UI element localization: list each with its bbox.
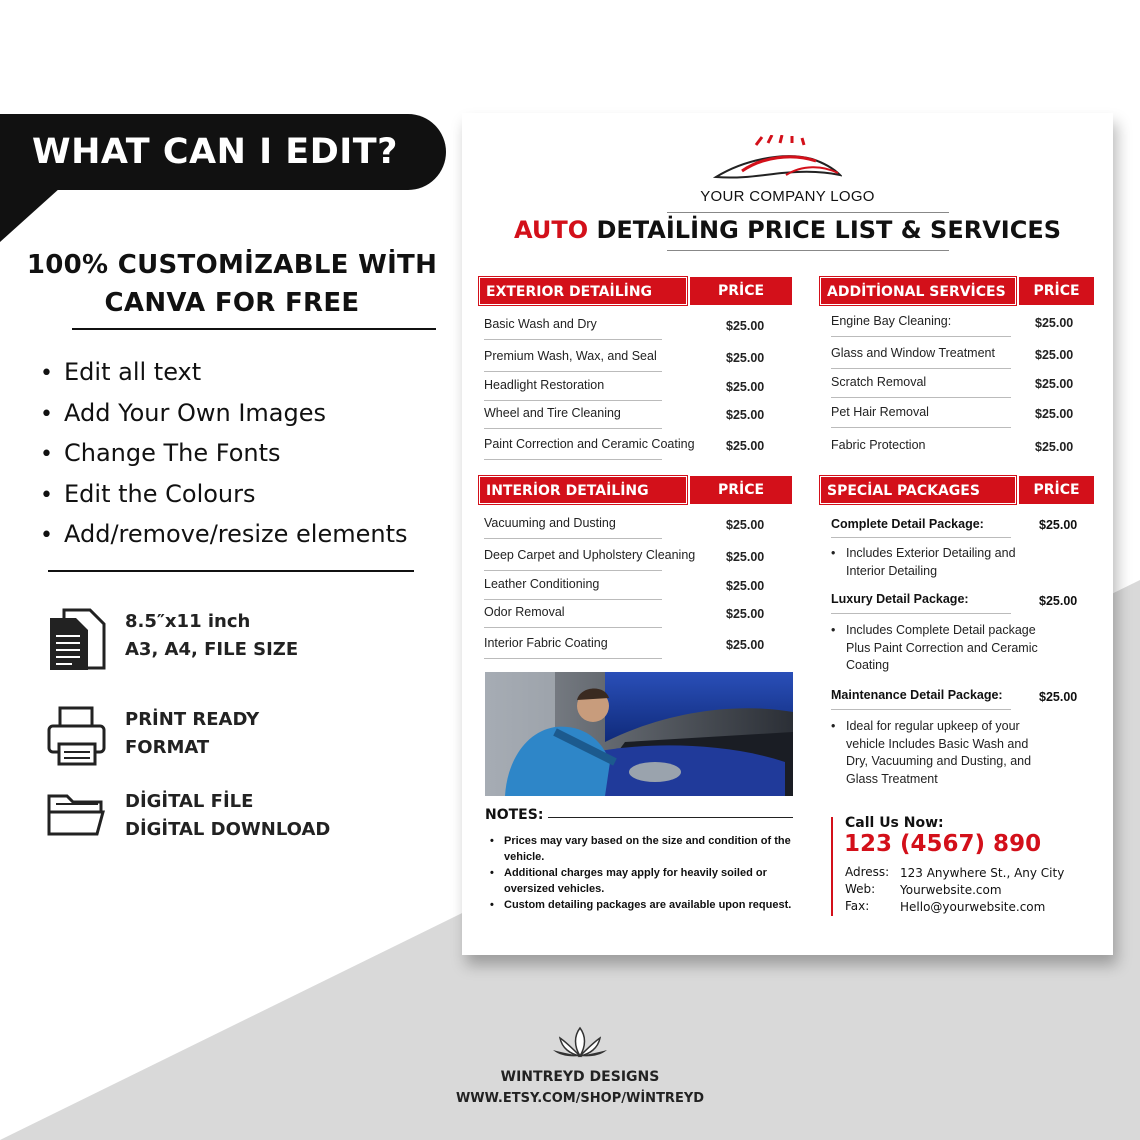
additional-header [820, 277, 1094, 305]
divider [667, 250, 949, 251]
item-price: $25.00 [1035, 377, 1074, 391]
item-price: $25.00 [1035, 316, 1074, 330]
notes-list [504, 833, 804, 913]
item-price: $25.00 [726, 550, 765, 564]
item-name: Basic Wash and Dry [484, 317, 597, 331]
contact-accent-bar [831, 817, 833, 916]
footer [440, 1026, 720, 1106]
item-name: Wheel and Tire Cleaning [484, 406, 621, 420]
info-line: PRİNT READY [125, 709, 260, 730]
item-price: $25.00 [1035, 348, 1074, 362]
customizable-heading [22, 246, 442, 322]
special-header [820, 476, 1094, 504]
item-name: Glass and Window Treatment [831, 346, 995, 360]
item-price: $25.00 [1035, 407, 1074, 421]
feature-item: • Edit the Colours [40, 476, 408, 517]
section-title: EXTERIOR DETAİLİNG [479, 277, 687, 305]
web-value[interactable]: Yourwebsite.com [900, 883, 1002, 897]
info-line: 8.5″x11 inch [125, 611, 251, 632]
item-price: $25.00 [726, 579, 765, 593]
item-price: $25.00 [726, 380, 765, 394]
interior-header [479, 476, 792, 504]
print-ready-text [125, 706, 259, 762]
divider [72, 328, 436, 330]
divider [48, 570, 414, 572]
divider [831, 613, 1011, 614]
package-price: $25.00 [1039, 594, 1078, 608]
print-ready-info [46, 706, 446, 776]
document-title [462, 216, 1113, 244]
car-logo-icon [712, 135, 842, 189]
call-label: Call Us Now: [845, 815, 944, 831]
banner-fold [0, 188, 60, 242]
title-rest: DETAİLİNG PRICE LIST & SERVICES [588, 216, 1061, 244]
brand-name: WINTREYD DESIGNS [500, 1069, 660, 1085]
item-name: Engine Bay Cleaning: [831, 314, 952, 328]
phone-number[interactable]: 123 (4567) 890 [844, 831, 1042, 857]
what-can-i-edit-banner: WHAT CAN I EDIT? [0, 114, 446, 190]
item-name: Interior Fabric Coating [484, 636, 608, 650]
company-logo-text: YOUR COMPANY LOGO [700, 188, 875, 205]
item-name: Headlight Restoration [484, 378, 605, 392]
feature-list [40, 354, 408, 557]
info-line: DİGİTAL DOWNLOAD [125, 819, 331, 840]
section-title: INTERİOR DETAİLİNG [479, 476, 687, 504]
feature-item: • Add/remove/resize elements [40, 516, 408, 557]
fax-value: Hello@yourwebsite.com [900, 900, 1046, 914]
item-price: $25.00 [726, 351, 765, 365]
customizable-line-1: 100% CUSTOMİZABLE WİTH [26, 250, 438, 280]
fax-label: Fax: [845, 899, 870, 913]
item-price: $25.00 [1035, 440, 1074, 454]
feature-item: • Edit all text [40, 354, 408, 395]
mechanic-photo [485, 672, 793, 796]
notes-title: NOTES: [485, 807, 544, 823]
documents-icon [46, 608, 108, 672]
package-price: $25.00 [1039, 690, 1078, 704]
package-name: Luxury Detail Package: [831, 592, 969, 606]
address-value: 123 Anywhere St., Any City [900, 866, 1065, 880]
note-item: • Additional charges may apply for heavily soiled or oversized vehicles. [504, 865, 804, 897]
package-name: Complete Detail Package: [831, 517, 984, 531]
digital-file-info [46, 788, 446, 858]
item-price: $25.00 [726, 408, 765, 422]
item-price: $25.00 [726, 439, 765, 453]
note-item: • Custom detailing packages are available upon request. [504, 897, 804, 913]
note-item: • Prices may vary based on the size and condition of the vehicle. [504, 833, 804, 865]
item-name: Fabric Protection [831, 438, 926, 452]
info-line: A3, A4, FILE SIZE [125, 639, 299, 660]
exterior-header [479, 277, 792, 305]
package-desc: • Ideal for regular upkeep of your vehicle Includes Basic Wash and Dry, Vacuuming and Dusting, and Glass Treatment [846, 718, 1036, 788]
section-title: SPECİAL PACKAGES [820, 476, 1016, 504]
lotus-icon [552, 1026, 608, 1058]
item-name: Deep Carpet and Upholstery Cleaning [484, 548, 696, 562]
feature-item: • Add Your Own Images [40, 395, 408, 436]
shop-url[interactable]: WWW.ETSY.COM/SHOP/WİNTREYD [455, 1091, 705, 1106]
printer-icon [46, 706, 108, 770]
item-name: Vacuuming and Dusting [484, 516, 616, 530]
package-desc: • Includes Complete Detail package Plus Paint Correction and Ceramic Coating [846, 622, 1046, 675]
item-price: $25.00 [726, 518, 765, 532]
item-name: Premium Wash, Wax, and Seal [484, 349, 657, 363]
divider [548, 817, 793, 818]
feature-item: • Change The Fonts [40, 435, 408, 476]
web-label: Web: [845, 882, 876, 896]
price-label: PRİCE [1019, 476, 1094, 504]
file-size-text [125, 608, 298, 664]
divider [667, 212, 949, 213]
price-label: PRİCE [690, 277, 792, 305]
package-price: $25.00 [1039, 518, 1078, 532]
package-name: Maintenance Detail Package: [831, 688, 1003, 702]
item-price: $25.00 [726, 638, 765, 652]
digital-file-text [125, 788, 330, 844]
price-label: PRİCE [1019, 277, 1094, 305]
file-size-info [46, 608, 446, 678]
divider [831, 709, 1011, 710]
price-label: PRİCE [690, 476, 792, 504]
package-desc: • Includes Exterior Detailing and Interior Detailing [846, 545, 1046, 580]
item-name: Odor Removal [484, 605, 565, 619]
title-red: AUTO [514, 216, 589, 244]
item-name: Paint Correction and Ceramic Coating [484, 437, 695, 451]
item-name: Pet Hair Removal [831, 405, 929, 419]
item-name: Leather Conditioning [484, 577, 600, 591]
address-label: Adress: [845, 865, 890, 879]
item-price: $25.00 [726, 607, 765, 621]
item-price: $25.00 [726, 319, 765, 333]
section-title: ADDİTİONAL SERVİCES [820, 277, 1016, 305]
divider [831, 537, 1011, 538]
item-name: Scratch Removal [831, 375, 927, 389]
info-line: DİGİTAL FİLE [125, 791, 254, 812]
customizable-line-2: CANVA FOR FREE [104, 288, 360, 318]
info-line: FORMAT [125, 737, 210, 758]
folder-icon [46, 788, 108, 852]
price-list-document [462, 113, 1113, 955]
